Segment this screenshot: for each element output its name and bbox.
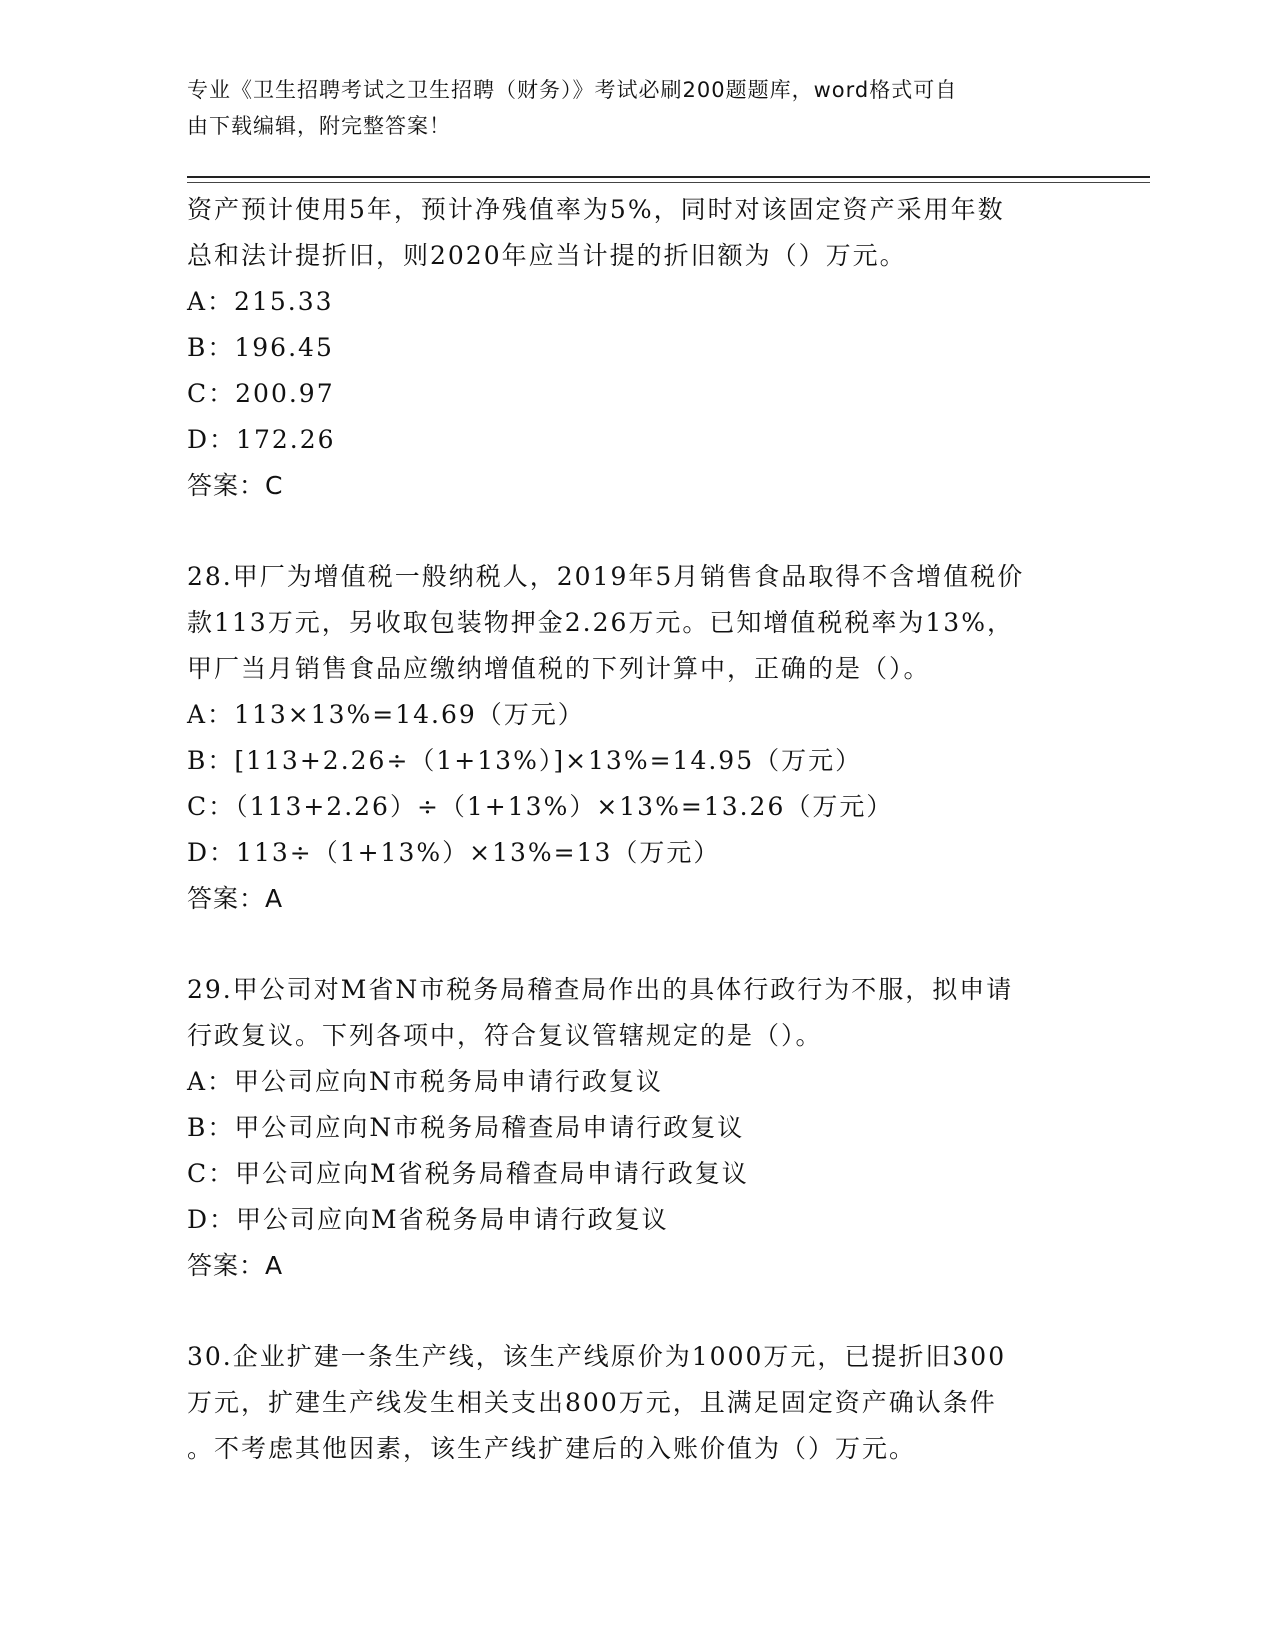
question-stem: 总和法计提折旧，则2020年应当计提的折旧额为（）万元。 xyxy=(187,241,907,270)
question-stem: 28.甲厂为增值税一般纳税人，2019年5月销售食品取得不含增值税价 xyxy=(187,562,1025,591)
question-stem: 30.企业扩建一条生产线，该生产线原价为1000万元，已提折旧300 xyxy=(187,1342,1007,1371)
spacer xyxy=(187,509,1087,554)
question-stem: 资产预计使用5年，预计净残值率为5%，同时对该固定资产采用年数 xyxy=(187,195,1005,224)
question-stem: 29.甲公司对M省N市税务局稽查局作出的具体行政行为不服，拟申请 xyxy=(187,975,1014,1004)
question-stem: 万元，扩建生产线发生相关支出800万元，且满足固定资产确认条件 xyxy=(187,1388,997,1417)
option-b: B：甲公司应向N市税务局稽查局申请行政复议 xyxy=(187,1113,745,1142)
header-divider-thin xyxy=(187,182,1150,183)
question-stem: 甲厂当月销售食品应缴纳增值税的下列计算中，正确的是（）。 xyxy=(187,654,931,683)
question-29 xyxy=(187,967,1087,1289)
question-27 xyxy=(187,187,1087,509)
answer-line: 答案：C xyxy=(187,471,284,500)
header-line-1: 专业《卫生招聘考试之卫生招聘（财务）》考试必刷200题题库，word格式可自 xyxy=(187,78,958,102)
question-list xyxy=(187,187,1087,1472)
option-d: D：113÷（1+13%）×13%=13（万元） xyxy=(187,838,721,867)
document-header xyxy=(187,72,1067,144)
question-30 xyxy=(187,1334,1087,1472)
question-28 xyxy=(187,554,1087,922)
answer-line: 答案：A xyxy=(187,884,284,913)
option-c: C：（113+2.26）÷（1+13%）×13%=13.26（万元） xyxy=(187,792,894,821)
option-c: C：甲公司应向M省税务局稽查局申请行政复议 xyxy=(187,1159,749,1188)
option-a: A：113×13%=14.69（万元） xyxy=(187,700,585,729)
option-d: D：172.26 xyxy=(187,425,336,454)
header-divider-thick xyxy=(187,176,1150,178)
option-a: A：甲公司应向N市税务局申请行政复议 xyxy=(187,1067,663,1096)
option-a: A：215.33 xyxy=(187,287,334,316)
spacer xyxy=(187,1289,1087,1334)
question-stem: 。不考虑其他因素，该生产线扩建后的入账价值为（）万元。 xyxy=(187,1434,917,1463)
question-stem: 款113万元，另收取包装物押金2.26万元。已知增值税税率为13%， xyxy=(187,608,1014,637)
header-line-2: 由下载编辑，附完整答案！ xyxy=(187,114,451,138)
option-b: B：[113+2.26÷（1+13%）]×13%=14.95（万元） xyxy=(187,746,863,775)
option-d: D：甲公司应向M省税务局申请行政复议 xyxy=(187,1205,669,1234)
option-b: B：196.45 xyxy=(187,333,334,362)
question-stem: 行政复议。下列各项中，符合复议管辖规定的是（）。 xyxy=(187,1021,823,1050)
answer-line: 答案：A xyxy=(187,1251,284,1280)
option-c: C：200.97 xyxy=(187,379,335,408)
spacer xyxy=(187,922,1087,967)
